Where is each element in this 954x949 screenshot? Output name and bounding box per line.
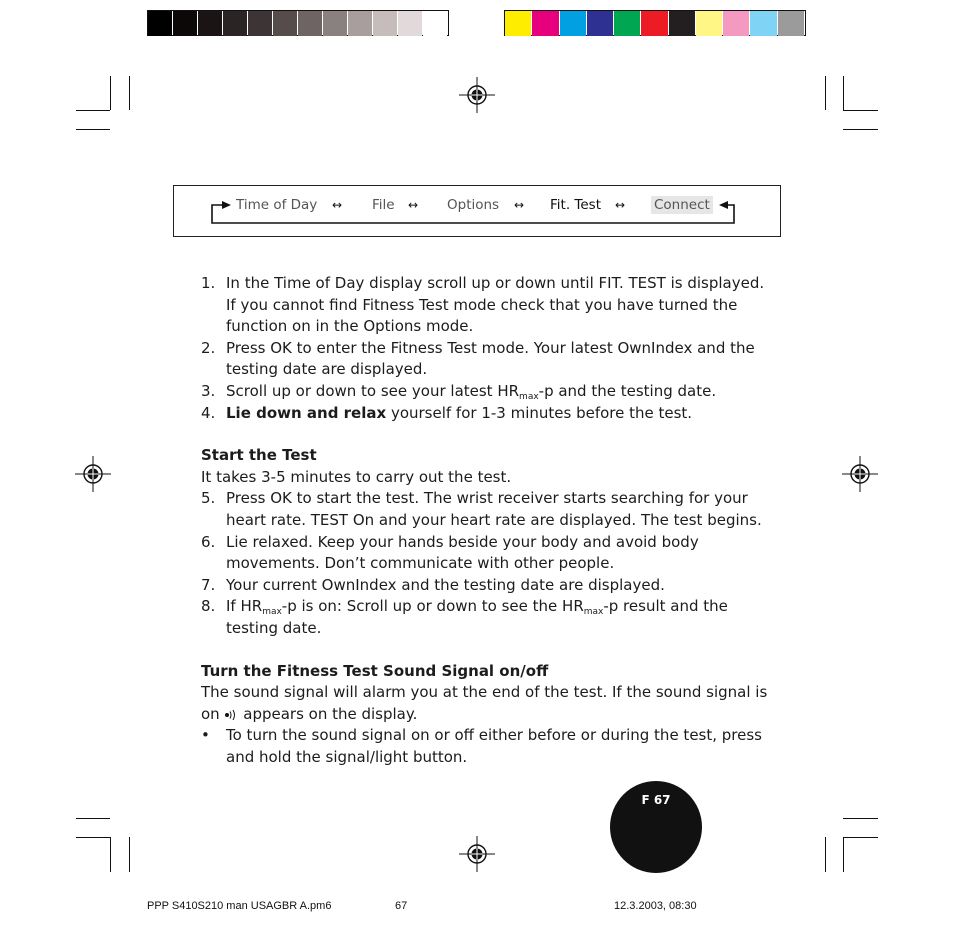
color-swatch — [750, 11, 776, 36]
registration-mark-icon — [459, 77, 495, 113]
subscript: max — [519, 391, 539, 402]
crop-mark — [129, 837, 130, 872]
crop-mark — [843, 837, 878, 838]
step-number: 8. — [201, 597, 216, 616]
nav-item-connect: Connect — [651, 196, 713, 214]
crop-mark — [76, 110, 110, 111]
step-number: 2. — [201, 338, 216, 357]
color-swatch — [778, 11, 804, 36]
footer-page-number: 67 — [395, 900, 408, 912]
crop-mark — [843, 818, 878, 819]
crop-mark — [129, 76, 130, 110]
step-number: 4. — [201, 403, 216, 422]
step-text: Your current OwnIndex and the testing date are displayed. — [226, 575, 665, 594]
list-item — [201, 381, 771, 403]
color-swatch — [298, 11, 322, 36]
double-arrow-icon: ↔ — [408, 198, 419, 212]
nav-item-options: Options — [447, 197, 500, 213]
color-swatch — [669, 11, 695, 36]
section-paragraph — [201, 682, 771, 725]
bullet-text: To turn the sound signal on or off either before or during the test, press and hold the signal/light button. — [226, 726, 762, 766]
color-swatch — [173, 11, 197, 36]
color-swatch — [248, 11, 272, 36]
crop-mark — [110, 837, 111, 872]
step-number: 3. — [201, 381, 216, 400]
color-swatch — [323, 11, 347, 36]
nav-item-file: File — [372, 197, 395, 213]
subscript: max — [583, 607, 604, 618]
crop-mark — [76, 129, 110, 130]
color-swatch — [696, 11, 722, 36]
double-arrow-icon: ↔ — [615, 198, 626, 212]
registration-mark-icon — [459, 836, 495, 872]
color-swatch — [148, 11, 172, 36]
page-number-label: F 67 — [641, 793, 671, 807]
list-item — [201, 532, 771, 575]
crop-mark — [843, 76, 844, 110]
step-text: -p and the testing date. — [538, 381, 717, 400]
list-item — [201, 596, 771, 639]
color-swatch — [373, 11, 397, 36]
crop-mark — [843, 129, 878, 130]
crop-mark — [825, 837, 826, 872]
step-text: Press OK to enter the Fitness Test mode. Your latest OwnIndex and the testing date are displayed. — [226, 338, 755, 379]
double-arrow-icon: ↔ — [332, 198, 343, 212]
step-text: Press OK to start the test. The wrist receiver starts searching for your heart rate. TEST On and your heart rate are displayed. The test begins. — [226, 489, 762, 529]
bullet-mark: • — [201, 726, 210, 745]
sound-signal-icon — [224, 708, 238, 720]
crop-mark — [825, 76, 826, 110]
step-text: yourself for 1-3 minutes before the test. — [386, 403, 693, 422]
emphasis-text: Lie down and relax — [226, 403, 387, 422]
crop-mark — [110, 76, 111, 110]
section-heading-start-test: Start the Test — [201, 446, 317, 465]
color-swatch — [423, 11, 447, 36]
color-swatch — [273, 11, 297, 36]
bullet-item — [201, 725, 771, 768]
step-number: 1. — [201, 274, 216, 292]
instructions-body — [201, 273, 771, 768]
crop-mark — [76, 837, 110, 838]
step-text: In the Time of Day display scroll up or down until FIT. TEST is displayed. If you cannot find Fitness Test mode check that you have turned the function on in the Options mode. — [226, 274, 765, 336]
list-item — [201, 338, 771, 381]
crop-mark — [843, 110, 878, 111]
nav-item-fit-test: Fit. Test — [550, 197, 601, 213]
registration-mark-icon — [75, 456, 111, 492]
mode-navigation-diagram — [173, 185, 781, 237]
step-text: Scroll up or down to see your latest HR — [226, 381, 520, 400]
color-swatch — [198, 11, 222, 36]
color-swatch — [723, 11, 749, 36]
nav-item-time-of-day: Time of Day — [236, 197, 318, 213]
color-swatch — [587, 11, 613, 36]
subscript: max — [262, 607, 282, 618]
paragraph-text: appears on the display. — [243, 704, 418, 723]
step-number: 7. — [201, 575, 216, 594]
color-swatch — [398, 11, 422, 36]
color-swatch — [560, 11, 586, 36]
color-swatch — [532, 11, 558, 36]
step-text: -p result and the testing date. — [226, 597, 728, 637]
registration-mark-icon — [842, 456, 878, 492]
color-swatch — [614, 11, 640, 36]
color-swatch — [223, 11, 247, 36]
step-text: Lie relaxed. Keep your hands beside your body and avoid body movements. Don’t communicate with other people. — [226, 532, 699, 573]
double-arrow-icon: ↔ — [514, 198, 525, 212]
crop-mark — [843, 837, 844, 872]
section-heading-sound-signal: Turn the Fitness Test Sound Signal on/off — [201, 661, 549, 680]
step-number: 5. — [201, 489, 216, 508]
list-item — [201, 403, 771, 425]
step-number: 6. — [201, 532, 216, 551]
step-text: If HR — [226, 597, 263, 616]
paragraph-text: The sound signal will alarm you at the end of the test. If the sound signal is on — [201, 683, 768, 723]
section-intro: It takes 3-5 minutes to carry out the test. — [201, 467, 512, 486]
list-item — [201, 488, 771, 531]
footer-file-name: PPP S410S210 man USAGBR A.pm6 — [147, 900, 332, 912]
crop-mark — [76, 818, 110, 819]
step-text: -p is on: Scroll up or down to see the HR — [281, 597, 584, 616]
list-item — [201, 273, 771, 338]
footer-date: 12.3.2003, 08:30 — [614, 900, 697, 912]
list-item — [201, 575, 771, 597]
color-swatch — [348, 11, 372, 36]
color-swatch — [505, 11, 531, 36]
color-swatch — [641, 11, 667, 36]
